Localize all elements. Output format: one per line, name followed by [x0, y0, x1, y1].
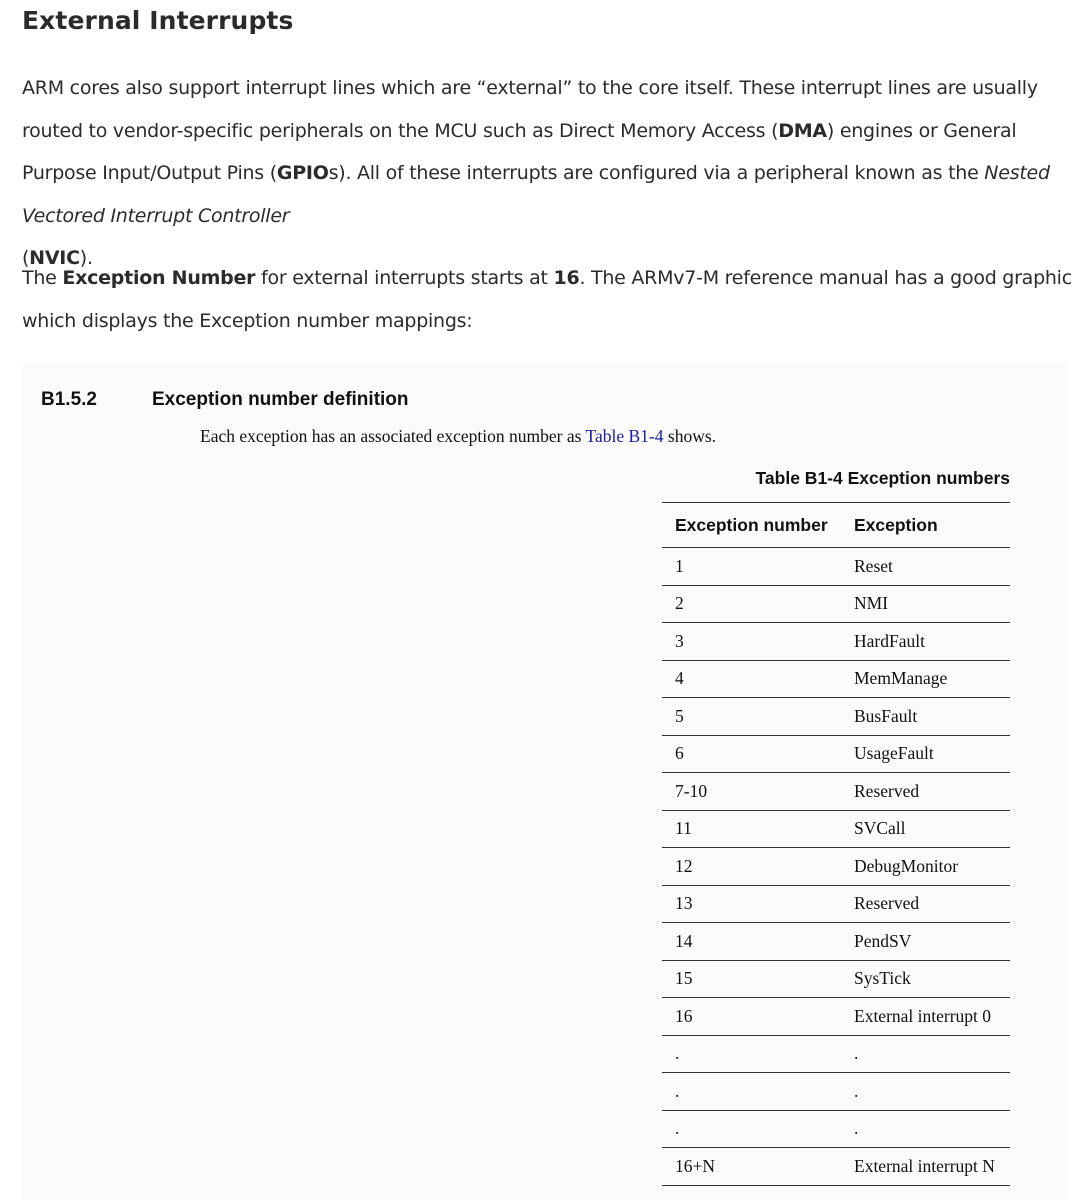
table-row	[662, 848, 1010, 886]
text-run: shows.	[663, 426, 717, 446]
paragraph-intro	[22, 67, 1072, 280]
table-row	[662, 1110, 1010, 1148]
bold-term-exception-number: Exception Number	[62, 267, 256, 289]
bold-term-gpio: GPIO	[276, 162, 329, 184]
table-row	[662, 998, 1010, 1036]
cell-exception-name: Reserved	[849, 885, 1010, 923]
cell-exception-name: .	[849, 1035, 1010, 1073]
text-run: ARM cores also support interrupt lines which are “external” to the core itself. These interrupt lines are usually routed to vendor-specific peripherals on the MCU such as Direct Memory Access (	[22, 77, 1038, 142]
cell-exception-number: .	[662, 1035, 849, 1073]
cell-exception-name: NMI	[849, 585, 1010, 623]
bold-term-dma: DMA	[778, 119, 827, 142]
cell-exception-number: 16+N	[662, 1148, 849, 1186]
text-run: ).	[79, 247, 93, 269]
cell-exception-name: UsageFault	[849, 735, 1010, 773]
table-row	[662, 923, 1010, 961]
cell-exception-number: 3	[662, 623, 849, 661]
cell-exception-name: PendSV	[849, 923, 1010, 961]
cell-exception-number: 5	[662, 698, 849, 736]
table-row	[662, 735, 1010, 773]
cell-exception-name: External interrupt N	[849, 1148, 1010, 1186]
cell-exception-number: .	[662, 1073, 849, 1111]
cell-exception-number: .	[662, 1110, 849, 1148]
text-run: The	[22, 267, 63, 289]
cell-exception-name: DebugMonitor	[849, 848, 1010, 886]
cell-exception-name: Reset	[849, 548, 1010, 586]
cell-exception-number: 14	[662, 923, 849, 961]
cell-exception-name: BusFault	[849, 698, 1010, 736]
table-row	[662, 773, 1010, 811]
cell-exception-name: MemManage	[849, 660, 1010, 698]
cell-exception-number: 13	[662, 885, 849, 923]
bold-term-16: 16	[553, 267, 580, 289]
text-run: s). All of these interrupts are configured via a peripheral known as the	[328, 162, 985, 184]
cell-exception-number: 11	[662, 810, 849, 848]
table-row	[662, 1148, 1010, 1186]
table-row	[662, 548, 1010, 586]
cell-exception-name: HardFault	[849, 623, 1010, 661]
table-reference-link[interactable]: Table B1-4	[585, 426, 664, 446]
cell-exception-number: 1	[662, 548, 849, 586]
table-header-row	[662, 503, 1010, 548]
table-caption: Table B1-4 Exception numbers	[755, 468, 1010, 488]
cell-exception-name: SVCall	[849, 810, 1010, 848]
cell-exception-number: 6	[662, 735, 849, 773]
text-run: for external interrupts starts at	[255, 267, 554, 289]
table-row	[662, 698, 1010, 736]
figure-section-title: Exception number definition	[152, 389, 409, 410]
text-run: (	[22, 247, 30, 269]
cell-exception-number: 15	[662, 960, 849, 998]
cell-exception-name: External interrupt 0	[849, 998, 1010, 1036]
figure-body-text	[200, 426, 716, 447]
text-run: . The ARMv7-M reference manual has a good graphic which displays the Exception number mappings:	[22, 267, 1072, 332]
paragraph-exception-number	[22, 257, 1072, 342]
cell-exception-name: Reserved	[849, 773, 1010, 811]
cell-exception-name: SysTick	[849, 960, 1010, 998]
italic-term-nvic: Nested Vectored Interrupt Controller	[22, 162, 1050, 227]
table-row	[662, 623, 1010, 661]
bold-term-nvic: NVIC	[29, 247, 80, 269]
table-row	[662, 660, 1010, 698]
text-run: ) engines or General Purpose Input/Output Pins (	[22, 119, 1017, 184]
table-row	[662, 960, 1010, 998]
cell-exception-number: 16	[662, 998, 849, 1036]
exception-numbers-table	[662, 502, 1010, 1186]
table-row	[662, 1073, 1010, 1111]
cell-exception-name: .	[849, 1073, 1010, 1111]
text-run: Each exception has an associated exception number as	[200, 426, 586, 446]
cell-exception-number: 4	[662, 660, 849, 698]
cell-exception-name: .	[849, 1110, 1010, 1148]
cell-exception-number: 12	[662, 848, 849, 886]
column-header-exception-number: Exception number	[662, 503, 849, 548]
table-row	[662, 885, 1010, 923]
table-row	[662, 1035, 1010, 1073]
cell-exception-number: 7-10	[662, 773, 849, 811]
column-header-exception: Exception	[849, 503, 1010, 548]
figure-section-number: B1.5.2	[41, 389, 97, 410]
cell-exception-number: 2	[662, 585, 849, 623]
table-row	[662, 585, 1010, 623]
section-heading: External Interrupts	[22, 6, 294, 35]
table-row	[662, 810, 1010, 848]
